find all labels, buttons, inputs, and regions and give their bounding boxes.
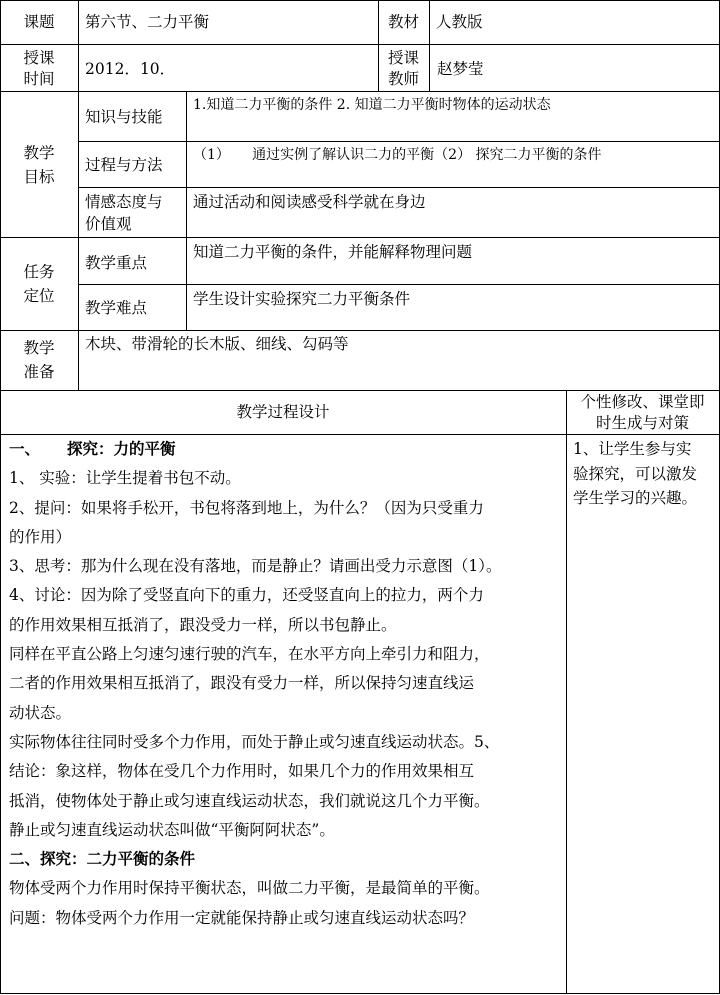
task-label-line1: 任务 [23,263,55,281]
teacher-value: 赵梦莹 [437,60,484,78]
body-line: 问题：物体受两个力作用一定就能保持静止或匀速直线运动状态吗？ [9,908,475,927]
body-line: 静止或匀速直线运动状态叫做“平衡阿阿状态”。 [9,820,335,839]
note-line: 学生学习的兴趣。 [573,489,698,507]
goals-label-line2: 目标 [23,168,55,186]
rule [78,284,720,285]
time-label-line2: 时间 [23,70,55,88]
teacher-label-line2: 教师 [387,70,419,88]
note-line: 1、让学生参与实 [573,440,692,458]
emotion-value: 通过活动和阅读感受科学就在身边 [193,193,426,211]
key-point-value: 知道二力平衡的条件，并能解释物理问题 [193,243,473,261]
body-line: 1、 实验：让学生提着书包不动。 [9,469,241,488]
rule [78,187,720,188]
goals-label-line1: 教学 [23,144,55,162]
key-point-label: 教学重点 [85,254,148,272]
prep-label-line2: 准备 [23,363,55,381]
body-line: 实际物体往往同时受多个力作用，而处于静止或匀速直线运动状态。5、 [9,732,500,751]
textbook-label: 教材 [387,13,419,31]
body-line: 4、讨论：因为除了受竖直向下的重力，还受竖直向上的拉力，两个力 [9,586,484,605]
process-method-label: 过程与方法 [85,156,163,174]
time-value: 2012．10． [85,60,176,78]
rule [186,91,187,238]
knowledge-label: 知识与技能 [85,108,163,126]
note-line: 验探究，可以激发 [573,464,698,483]
rule [78,141,720,142]
teacher-label-line1: 授课 [387,49,419,67]
emotion-label-line1: 情感态度与 [85,193,163,211]
body-line: 二者的作用效果相互抵消了，跟没有受力一样，所以保持匀速直线运 [9,674,475,693]
process-method-value: （1） 通过实例了解认识二力的平衡（2） 探究二力平衡的条件 [193,147,602,163]
difficult-point-value: 学生设计实验探究二力平衡条件 [193,290,411,308]
rule [0,0,720,1]
body-line: 物体受两个力作用时保持平衡状态，叫做二力平衡，是最简单的平衡。 [9,879,490,898]
body-line: 3、思考：那为什么现在没有落地，而是静止？请画出受力示意图（1）。 [9,557,502,576]
task-label-line2: 定位 [23,287,55,305]
process-design-header: 教学过程设计 [236,403,330,421]
rule [429,0,430,92]
side-header-line1: 个性修改、课堂即 [580,393,705,411]
section-heading: 一、 探究：力的平衡 [9,440,176,458]
body-line: 抵消，使物体处于静止或匀速直线运动状态，我们就说这几个力平衡。 [9,791,490,810]
body-line: 结论：象这样，物体在受几个力作用时，如果几个力的作用效果相互 [9,762,475,781]
body-line: 动状态。 [9,703,72,722]
process-body [9,435,561,933]
difficult-point-label: 教学难点 [85,299,148,317]
topic-value: 第六节、二力平衡 [85,13,210,31]
textbook-value: 人教版 [436,13,483,31]
topic-label: 课题 [23,13,55,31]
prep-label-line1: 教学 [23,339,55,357]
emotion-label-line2: 价值观 [85,215,132,233]
rule [0,44,720,45]
time-label-line1: 授课 [23,49,55,67]
side-header-line2: 时生成与对策 [595,414,689,432]
body-line: 的作用） [9,527,72,546]
rule [0,91,720,92]
side-note [573,437,715,511]
knowledge-value: 1.知道二力平衡的条件 2. 知道二力平衡时物体的运动状态 [193,97,551,113]
rule [0,330,720,331]
body-line: 的作用效果相互抵消了，跟没受力一样，所以书包静止。 [9,615,397,634]
rule [566,390,567,994]
rule [0,237,720,238]
body-line: 2、提问：如果将手松开，书包将落到地上，为什么？（因为只受重力 [9,498,484,517]
prep-value: 木块、带滑轮的长木版、细线、勾码等 [85,335,349,353]
body-line: 同样在平直公路上匀速匀速行驶的汽车，在水平方向上牵引力和阻力， [9,645,490,664]
rule [78,0,79,391]
rule [186,237,187,331]
rule [0,993,720,994]
section-heading: 二、探究：二力平衡的条件 [9,850,196,869]
rule [0,390,720,391]
